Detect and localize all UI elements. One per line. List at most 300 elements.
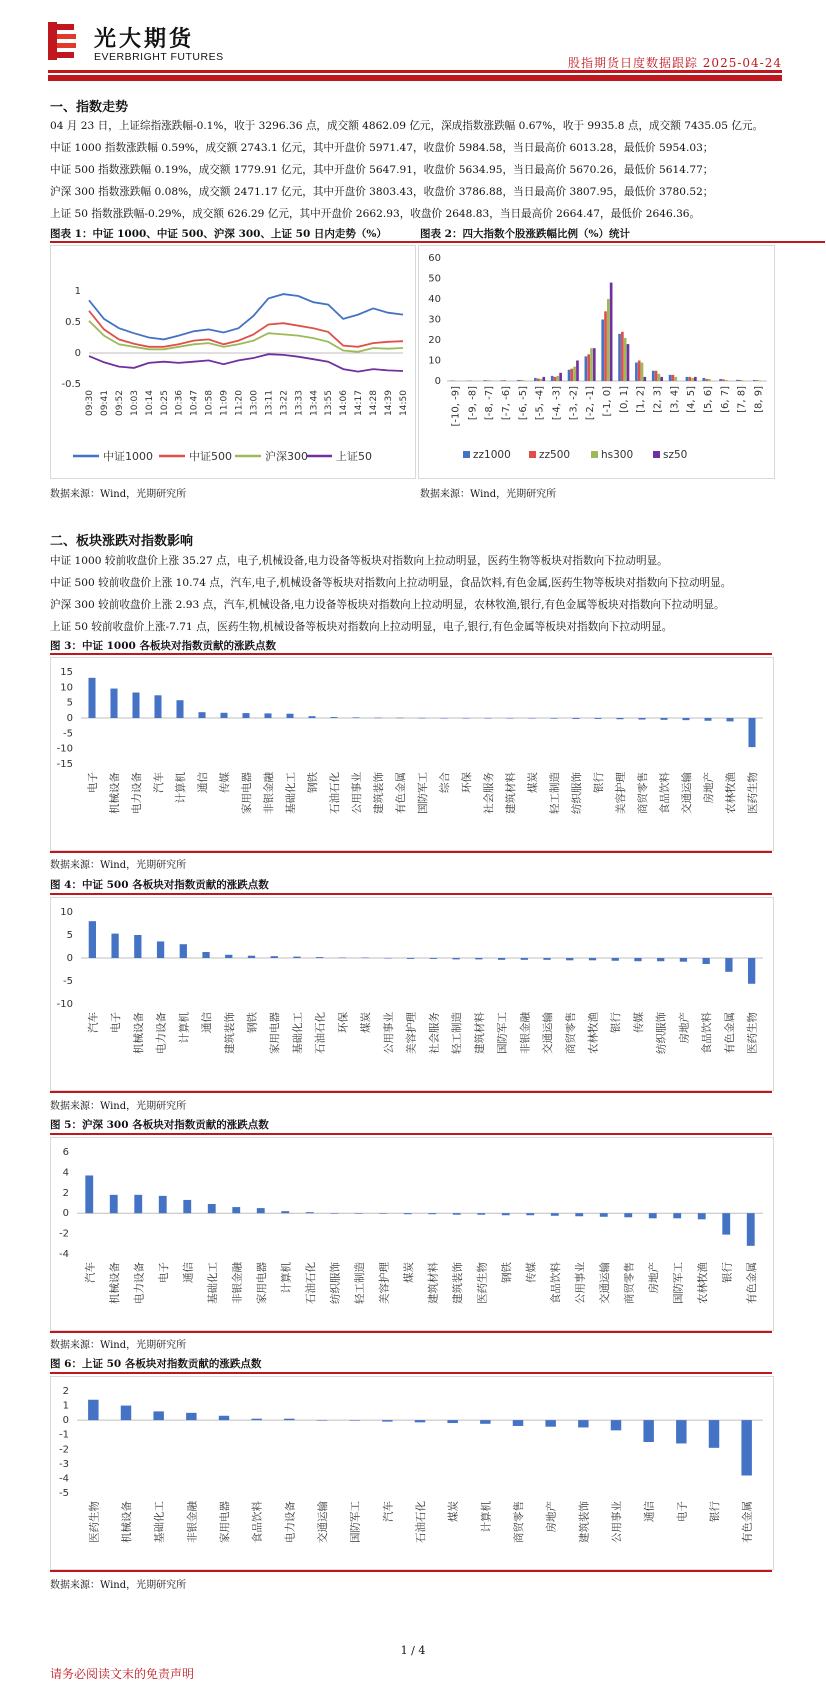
bar bbox=[159, 1196, 167, 1213]
x-tick-label: 机械设备 bbox=[108, 1262, 121, 1304]
y-tick-label: 1 bbox=[62, 1400, 69, 1412]
section2-heading: 二、板块涨跌对指数影响 bbox=[50, 534, 194, 549]
bar bbox=[440, 718, 447, 719]
bar bbox=[180, 944, 187, 958]
bar bbox=[452, 958, 459, 959]
bar bbox=[430, 958, 437, 959]
y-tick-label: 10 bbox=[60, 907, 73, 918]
x-tick-label: 农林牧渔 bbox=[587, 1012, 600, 1054]
y-tick-label: 5 bbox=[66, 930, 73, 941]
bar bbox=[352, 717, 359, 718]
fig2-caption: 图表 2：四大指数个股涨跌幅比例（%）统计 bbox=[420, 228, 630, 240]
legend-swatch bbox=[653, 451, 660, 458]
legend-swatch bbox=[463, 451, 470, 458]
x-tick-label: 银行 bbox=[709, 1501, 721, 1522]
s1-paragraph: 沪深 300 指数涨跌幅 0.08%，成交额 2471.17 亿元，其中开盘价 3803.43，收盘价 3786.88，当日最高价 3807.95，最低价 3780.52； bbox=[50, 186, 714, 198]
s2-paragraph: 上证 50 较前收盘价上涨-7.71 点，医药生物,机械设备等板块对指数向上拉动明显，电子,银行,有色金属等板块对指数向下拉动明显。 bbox=[50, 621, 673, 633]
x-tick-label: 医药生物 bbox=[747, 772, 759, 814]
x-tick-label: 家用电器 bbox=[255, 1262, 268, 1304]
bar bbox=[704, 718, 711, 721]
x-tick-label: [7, 8] bbox=[736, 386, 748, 413]
x-tick-label: 房地产 bbox=[545, 1501, 558, 1533]
y-tick-label: 50 bbox=[428, 273, 441, 285]
y-tick-label: 6 bbox=[62, 1147, 69, 1158]
bar bbox=[502, 1213, 510, 1215]
x-tick-label: 通信 bbox=[182, 1262, 195, 1283]
bar bbox=[257, 1208, 265, 1213]
x-tick-label: 商贸零售 bbox=[637, 772, 649, 814]
bar bbox=[736, 380, 739, 381]
x-tick-label: 交通运输 bbox=[317, 1501, 329, 1543]
bar bbox=[382, 1420, 392, 1421]
x-tick-label: 10:25 bbox=[159, 390, 170, 416]
bar bbox=[698, 1213, 706, 1219]
x-tick-label: 10:47 bbox=[189, 390, 200, 416]
bar bbox=[88, 1400, 98, 1420]
x-tick-label: 非银金融 bbox=[186, 1501, 199, 1543]
page-number: 1 / 4 bbox=[400, 1644, 426, 1657]
bar bbox=[111, 934, 118, 958]
x-tick-label: 传媒 bbox=[632, 1012, 645, 1033]
bar bbox=[688, 377, 691, 381]
bar bbox=[641, 363, 644, 381]
fig5-caption: 图 5：沪深 300 各板块对指数贡献的涨跌点数 bbox=[50, 1119, 269, 1131]
y-tick-label: -5 bbox=[63, 728, 73, 740]
s1-paragraph: 中证 1000 指数涨跌幅 0.59%，成交额 2743.1 亿元，其中开盘价 5971.47，收盘价 5984.58，当日最高价 6013.28，最低价 5954.03； bbox=[50, 142, 714, 154]
x-tick-label: 轻工制造 bbox=[549, 772, 561, 814]
x-tick-label: [4, 5] bbox=[686, 386, 698, 413]
x-tick-label: 10:14 bbox=[144, 390, 155, 416]
bar bbox=[585, 356, 588, 381]
fig6-frame bbox=[50, 1376, 774, 1570]
bar bbox=[624, 1213, 632, 1217]
bar bbox=[528, 718, 535, 719]
x-tick-label: 公用事业 bbox=[574, 1262, 587, 1304]
bar bbox=[219, 1416, 229, 1420]
bar bbox=[590, 348, 593, 381]
x-tick-label: 轻工制造 bbox=[451, 1012, 464, 1054]
bar bbox=[587, 354, 590, 381]
x-tick-label: 建筑装饰 bbox=[578, 1501, 591, 1543]
bar bbox=[578, 1420, 588, 1427]
logo-en-text: EVERBRIGHT FUTURES bbox=[94, 51, 224, 63]
s2-paragraph: 沪深 300 较前收盘价上涨 2.93 点，汽车,机械设备,电力设备等板块对指数向上拉动明显，农林牧渔,银行,有色金属等板块对指数向下拉动明显。 bbox=[50, 599, 725, 611]
bar bbox=[635, 363, 638, 381]
bar bbox=[428, 1213, 436, 1214]
bar bbox=[686, 377, 689, 381]
x-tick-label: 基础化工 bbox=[153, 1501, 166, 1543]
x-tick-label: 房地产 bbox=[647, 1262, 660, 1294]
bar bbox=[649, 1213, 657, 1218]
y-tick-label: 20 bbox=[428, 335, 441, 346]
bar bbox=[498, 958, 505, 960]
fig1-source: 数据来源：Wind，光期研究所 bbox=[50, 489, 187, 500]
x-tick-label: [-10, -9] bbox=[450, 386, 462, 427]
bar bbox=[330, 717, 337, 718]
bar bbox=[741, 1420, 751, 1475]
bar bbox=[484, 718, 491, 719]
bar bbox=[576, 361, 579, 382]
bar bbox=[594, 718, 601, 719]
bar bbox=[643, 377, 646, 381]
fig2-bar-chart bbox=[419, 246, 774, 478]
bar bbox=[589, 958, 596, 960]
bar bbox=[702, 378, 705, 381]
legend-label: sz50 bbox=[663, 449, 688, 461]
bar bbox=[157, 941, 164, 958]
bar bbox=[153, 1411, 163, 1420]
bar bbox=[526, 1213, 534, 1215]
bar bbox=[542, 377, 545, 381]
bar bbox=[198, 712, 205, 718]
caption-rule bbox=[50, 653, 772, 655]
x-tick-label: [-2, -1] bbox=[585, 386, 597, 421]
x-tick-label: [8, 9] bbox=[753, 386, 765, 413]
bar bbox=[709, 1420, 719, 1448]
x-tick-label: 环保 bbox=[337, 1012, 350, 1033]
y-tick-label: 15 bbox=[60, 667, 73, 678]
report-title: 股指期货日度数据跟踪 2025-04-24 bbox=[567, 56, 782, 70]
x-tick-label: 14:39 bbox=[384, 390, 395, 416]
bar bbox=[556, 376, 559, 381]
x-tick-label: [-3, -2] bbox=[568, 386, 580, 421]
x-tick-label: 综合 bbox=[439, 772, 451, 793]
y-tick-label: -0.5 bbox=[61, 379, 81, 390]
x-tick-label: 09:30 bbox=[85, 390, 95, 416]
bar bbox=[134, 935, 141, 958]
x-tick-label: 银行 bbox=[610, 1012, 623, 1033]
x-tick-label: 公用事业 bbox=[611, 1501, 623, 1543]
x-tick-label: 钢铁 bbox=[246, 1012, 259, 1033]
x-tick-label: 13:22 bbox=[279, 390, 290, 416]
x-tick-label: 石油石化 bbox=[314, 1012, 327, 1054]
x-tick-label: 非银金融 bbox=[519, 1012, 532, 1054]
x-tick-label: [-6, -5] bbox=[517, 386, 529, 421]
x-tick-label: 公用事业 bbox=[351, 772, 363, 814]
bar bbox=[725, 380, 728, 381]
x-tick-label: 家用电器 bbox=[241, 772, 253, 814]
bar bbox=[543, 958, 550, 960]
x-tick-label: 食品饮料 bbox=[701, 1012, 714, 1054]
x-tick-label: 建筑装饰 bbox=[451, 1262, 464, 1304]
bar bbox=[674, 377, 677, 381]
bar bbox=[362, 958, 369, 959]
bar bbox=[753, 380, 756, 381]
x-tick-label: 建筑材料 bbox=[427, 1262, 440, 1304]
caption-rule bbox=[50, 1331, 772, 1333]
bar bbox=[453, 1213, 461, 1215]
bar bbox=[660, 718, 667, 720]
x-tick-label: 房地产 bbox=[703, 772, 715, 804]
fig2-source: 数据来源：Wind，光期研究所 bbox=[420, 489, 557, 500]
x-tick-label: 11:20 bbox=[234, 390, 245, 416]
x-tick-label: 石油石化 bbox=[415, 1501, 427, 1543]
x-tick-label: 汽车 bbox=[382, 1501, 395, 1522]
bar bbox=[480, 1420, 490, 1424]
x-tick-label: 煤炭 bbox=[402, 1262, 415, 1283]
bar bbox=[520, 380, 523, 381]
bar bbox=[726, 718, 733, 721]
x-tick-label: 基础化工 bbox=[206, 1262, 219, 1304]
x-tick-label: 13:55 bbox=[324, 390, 335, 416]
bar bbox=[483, 380, 486, 381]
s1-paragraph: 04 月 23 日，上证综指涨跌幅-0.1%，收于 3296.36 点，成交额 4862.09 亿元，深成指数涨跌幅 0.67%，收于 9935.8 点，成交额 7435.05 亿元。 bbox=[50, 120, 764, 132]
bar bbox=[624, 338, 627, 381]
x-tick-label: 汽车 bbox=[84, 1262, 97, 1283]
fig5-bar-chart bbox=[51, 1138, 773, 1330]
bar bbox=[694, 377, 697, 381]
bar bbox=[330, 1213, 338, 1214]
x-tick-label: 医药生物 bbox=[746, 1012, 759, 1054]
bar bbox=[88, 678, 95, 718]
y-tick-label: 4 bbox=[62, 1167, 69, 1179]
y-tick-label: -10 bbox=[56, 999, 73, 1010]
x-tick-label: 13:11 bbox=[264, 390, 275, 416]
bar bbox=[418, 718, 425, 719]
bar bbox=[407, 958, 414, 959]
bar bbox=[742, 380, 745, 381]
x-tick-label: 基础化工 bbox=[291, 1012, 304, 1054]
x-tick-label: 09:41 bbox=[99, 390, 110, 416]
x-tick-label: 钢铁 bbox=[500, 1262, 513, 1283]
x-tick-label: 石油石化 bbox=[329, 772, 341, 814]
x-tick-label: 美容护理 bbox=[405, 1012, 418, 1054]
x-tick-label: [-1, 0] bbox=[602, 386, 613, 417]
bar bbox=[176, 700, 183, 718]
bar bbox=[404, 1213, 412, 1214]
bar bbox=[225, 955, 232, 958]
x-tick-label: 纺织服饰 bbox=[329, 1262, 342, 1304]
fig3-bar-chart bbox=[51, 658, 773, 850]
x-tick-label: 商贸零售 bbox=[623, 1262, 636, 1304]
bar bbox=[293, 957, 300, 958]
bar bbox=[374, 718, 381, 719]
legend-label: zz1000 bbox=[473, 449, 511, 461]
y-tick-label: -4 bbox=[59, 1473, 69, 1485]
bar bbox=[669, 375, 672, 381]
header-rule bbox=[48, 70, 782, 73]
x-tick-label: 轻工制造 bbox=[353, 1262, 366, 1304]
x-tick-label: 电力设备 bbox=[131, 772, 143, 814]
bar bbox=[676, 1420, 686, 1443]
bar bbox=[616, 718, 623, 719]
x-tick-label: 食品饮料 bbox=[659, 772, 671, 814]
x-tick-label: [5, 6] bbox=[703, 386, 715, 413]
bar bbox=[611, 1420, 621, 1430]
x-tick-label: 煤炭 bbox=[527, 772, 539, 793]
x-tick-label: 通信 bbox=[201, 1012, 214, 1033]
y-tick-label: 0 bbox=[74, 348, 81, 359]
y-tick-label: 2 bbox=[62, 1187, 69, 1199]
bar bbox=[551, 376, 554, 381]
fig4-frame bbox=[50, 897, 774, 1091]
bar bbox=[537, 379, 540, 381]
bar bbox=[618, 334, 621, 381]
bar bbox=[610, 283, 613, 381]
y-tick-label: 0 bbox=[62, 1415, 69, 1427]
x-tick-label: [-5, -4] bbox=[534, 386, 546, 421]
bar bbox=[89, 921, 96, 958]
x-tick-label: 机械设备 bbox=[132, 1012, 145, 1054]
bar bbox=[568, 370, 571, 381]
bar bbox=[660, 377, 663, 381]
bar bbox=[682, 718, 689, 720]
y-tick-label: 60 bbox=[428, 253, 441, 264]
bar bbox=[110, 1195, 118, 1213]
x-tick-label: [-7, -6] bbox=[500, 386, 512, 421]
y-tick-label: -4 bbox=[59, 1249, 69, 1260]
x-tick-label: 机械设备 bbox=[121, 1501, 133, 1543]
x-tick-label: 交通运输 bbox=[681, 772, 693, 814]
fig1-frame bbox=[50, 245, 416, 479]
fig6-caption: 图 6：上证 50 各板块对指数贡献的涨跌点数 bbox=[50, 1358, 262, 1370]
bar bbox=[251, 1419, 261, 1420]
series-line bbox=[89, 294, 403, 339]
bar bbox=[621, 332, 624, 381]
x-tick-label: 国防军工 bbox=[496, 1012, 509, 1054]
y-tick-label: 30 bbox=[428, 314, 441, 326]
fig5-frame bbox=[50, 1137, 774, 1331]
x-tick-label: 银行 bbox=[593, 772, 605, 793]
x-tick-label: 非银金融 bbox=[263, 772, 275, 814]
y-tick-label: 5 bbox=[66, 697, 73, 709]
bar bbox=[121, 1406, 131, 1421]
bar bbox=[703, 958, 710, 964]
bar bbox=[748, 718, 755, 747]
bar bbox=[317, 1420, 327, 1421]
x-tick-label: 有色金属 bbox=[745, 1262, 758, 1304]
bar bbox=[657, 958, 664, 961]
bar bbox=[396, 718, 403, 719]
x-tick-label: 10:03 bbox=[129, 390, 140, 416]
logo-cn-text: 光大期货 bbox=[94, 27, 195, 52]
x-tick-label: 计算机 bbox=[480, 1501, 493, 1533]
bar bbox=[534, 378, 537, 381]
x-tick-label: 电子 bbox=[157, 1262, 170, 1283]
bar bbox=[284, 1419, 294, 1420]
bar bbox=[643, 1420, 653, 1442]
caption-rule bbox=[50, 1133, 772, 1135]
x-tick-label: 社会服务 bbox=[428, 1012, 441, 1054]
fig1-line-chart bbox=[51, 246, 415, 478]
bar bbox=[601, 320, 604, 382]
bar bbox=[652, 371, 655, 381]
bar bbox=[545, 1420, 555, 1427]
bar bbox=[506, 718, 513, 719]
x-tick-label: 美容护理 bbox=[378, 1262, 391, 1304]
bar bbox=[186, 1413, 196, 1420]
bar bbox=[600, 1213, 608, 1217]
bar bbox=[286, 714, 293, 718]
fig3-caption: 图 3：中证 1000 各板块对指数贡献的涨跌点数 bbox=[50, 640, 276, 652]
x-tick-label: 社会服务 bbox=[483, 772, 495, 814]
bar bbox=[271, 956, 278, 958]
bar bbox=[242, 713, 249, 718]
bar bbox=[339, 958, 346, 959]
bar bbox=[739, 380, 742, 381]
bar bbox=[208, 1204, 216, 1213]
bar bbox=[355, 1213, 363, 1214]
x-tick-label: 交通运输 bbox=[542, 1012, 555, 1054]
x-tick-label: 计算机 bbox=[280, 1262, 293, 1294]
header-rule-thick bbox=[48, 75, 782, 81]
bar bbox=[306, 1212, 314, 1213]
x-tick-label: 纺织服饰 bbox=[655, 1012, 668, 1054]
bar bbox=[658, 374, 661, 381]
bar bbox=[248, 956, 255, 958]
x-tick-label: 食品饮料 bbox=[549, 1262, 562, 1304]
bar bbox=[756, 380, 759, 381]
x-tick-label: 非银金融 bbox=[231, 1262, 244, 1304]
x-tick-label: 有色金属 bbox=[741, 1501, 754, 1543]
x-tick-label: 家用电器 bbox=[269, 1012, 282, 1054]
y-tick-label: 0 bbox=[62, 1208, 69, 1220]
y-tick-label: 1 bbox=[74, 286, 81, 297]
bar bbox=[489, 380, 492, 381]
bar bbox=[719, 379, 722, 381]
bar bbox=[384, 958, 391, 959]
x-tick-label: 商贸零售 bbox=[513, 1501, 525, 1543]
caption-rule bbox=[50, 1091, 772, 1093]
bar bbox=[477, 1213, 485, 1215]
bar bbox=[513, 1420, 523, 1426]
bar bbox=[672, 375, 675, 381]
y-tick-label: -10 bbox=[56, 743, 73, 755]
bar bbox=[559, 373, 562, 381]
bar bbox=[308, 716, 315, 718]
bar bbox=[691, 378, 694, 381]
bar bbox=[607, 299, 610, 381]
bar bbox=[521, 958, 528, 960]
caption-rule bbox=[50, 1570, 772, 1572]
fig6-bar-chart bbox=[51, 1377, 773, 1569]
legend-swatch bbox=[529, 451, 536, 458]
bar bbox=[722, 379, 725, 381]
x-tick-label: 电子 bbox=[676, 1501, 689, 1522]
bar bbox=[551, 1213, 559, 1216]
x-tick-label: 国防军工 bbox=[417, 772, 429, 814]
x-tick-label: 基础化工 bbox=[285, 772, 297, 814]
bar bbox=[281, 1211, 289, 1213]
bar bbox=[627, 344, 630, 381]
x-tick-label: 09:52 bbox=[114, 390, 125, 416]
bar bbox=[379, 1213, 387, 1214]
y-tick-label: 10 bbox=[428, 355, 441, 367]
y-tick-label: 0 bbox=[434, 376, 441, 387]
x-tick-label: 11:09 bbox=[219, 390, 230, 416]
fig4-source: 数据来源：Wind，光期研究所 bbox=[50, 1101, 187, 1112]
bar bbox=[183, 1200, 191, 1213]
bar bbox=[349, 1420, 359, 1421]
x-tick-label: 有色金属 bbox=[723, 1012, 736, 1054]
x-tick-label: 传媒 bbox=[219, 772, 231, 793]
x-tick-label: 计算机 bbox=[178, 1012, 191, 1044]
x-tick-label: 建筑装饰 bbox=[223, 1012, 236, 1054]
fig4-caption: 图 4：中证 500 各板块对指数贡献的涨跌点数 bbox=[50, 879, 269, 891]
x-tick-label: 传媒 bbox=[525, 1262, 538, 1283]
x-tick-label: 13:00 bbox=[249, 390, 260, 416]
fig1-caption: 图表 1：中证 1000、中证 500、沪深 300、上证 50 日内走势（%） bbox=[50, 228, 387, 240]
section1-heading: 一、指数走势 bbox=[50, 100, 129, 115]
y-tick-label: -3 bbox=[59, 1458, 69, 1470]
y-tick-label: 2 bbox=[62, 1386, 69, 1397]
fig3-source: 数据来源：Wind，光期研究所 bbox=[50, 860, 187, 871]
fig6-source: 数据来源：Wind，光期研究所 bbox=[50, 1580, 187, 1591]
fig3-frame bbox=[50, 657, 774, 851]
caption-rule bbox=[50, 893, 772, 895]
x-tick-label: 商贸零售 bbox=[564, 1012, 577, 1054]
x-tick-label: 电子 bbox=[87, 772, 99, 793]
